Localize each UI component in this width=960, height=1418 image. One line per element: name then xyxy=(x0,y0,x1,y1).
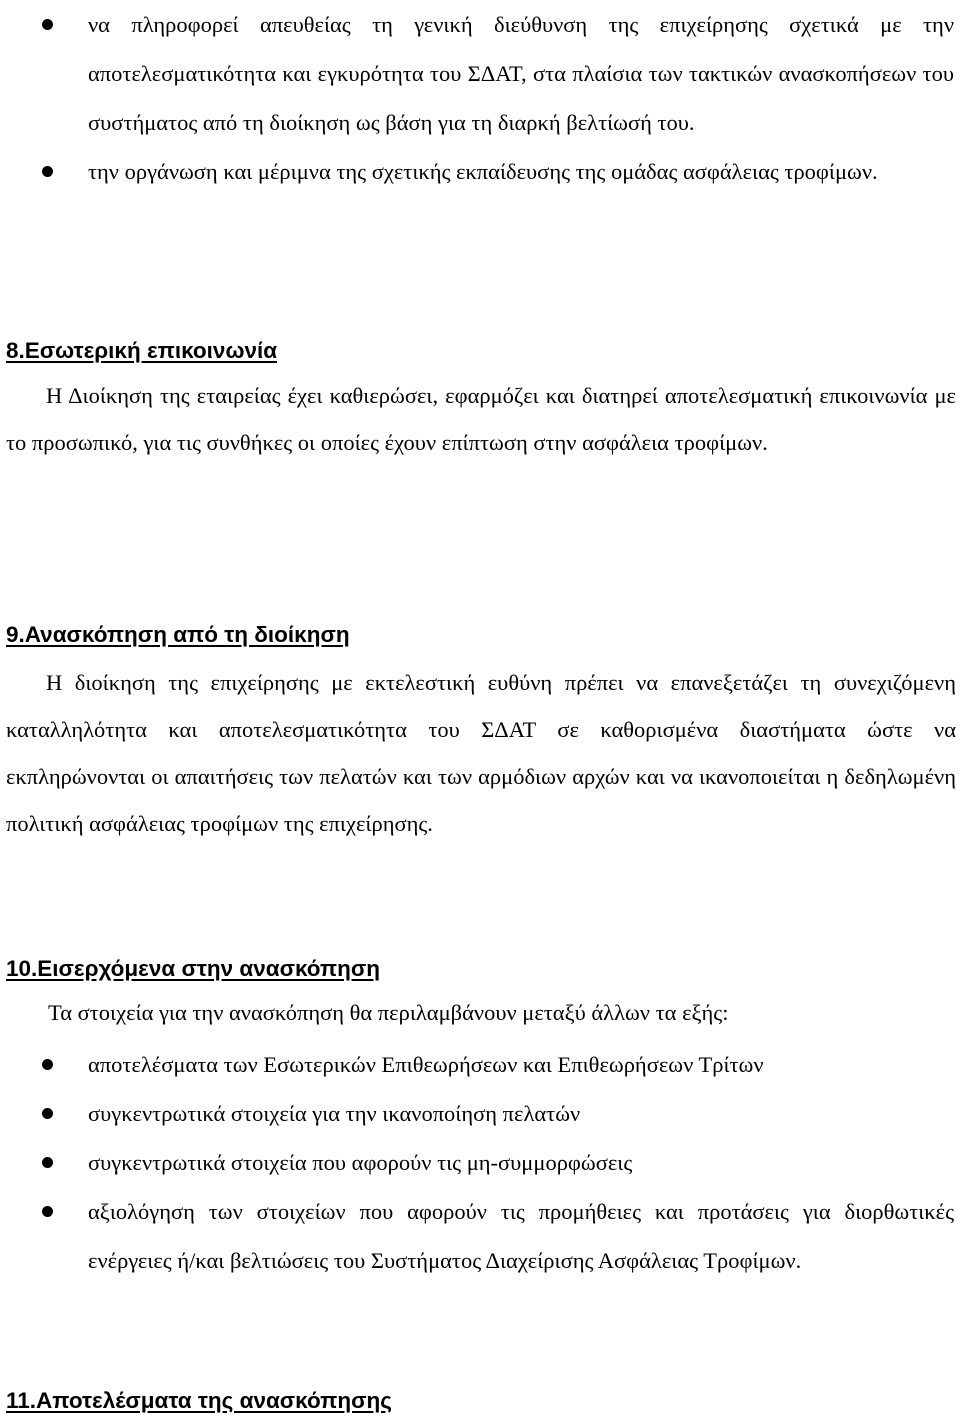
section-body-9 xyxy=(6,659,956,847)
list-item-text: συγκεντρωτικά στοιχεία που αφορούν τις μη-συμμορφώσεις xyxy=(88,1150,633,1175)
list-item-text: αποτελέσματα των Εσωτερικών Επιθεωρήσεων και Επιθεωρήσεων Τρίτων xyxy=(88,1052,764,1077)
section-heading-8: 8.Εσωτερική επικοινωνία xyxy=(6,338,278,363)
list-item xyxy=(0,147,960,196)
list-item-text: συγκεντρωτικά στοιχεία για την ικανοποίηση πελατών xyxy=(88,1101,581,1126)
section-intro-10: Τα στοιχεία για την ανασκόπηση θα περιλαμβάνουν μεταξύ άλλων τα εξής: xyxy=(48,1000,729,1025)
bullet-icon xyxy=(42,19,53,30)
section-heading-11: 11.Αποτελέσματα της ανασκόπησης xyxy=(6,1388,392,1413)
bullet-icon xyxy=(42,1206,53,1217)
list-item xyxy=(0,1089,960,1138)
list-item xyxy=(0,1138,960,1187)
list-item-text: να πληροφορεί απευθείας τη γενική διεύθυνση της επιχείρησης σχετικά με την αποτελεσματικότητα και εγκυρότητα του ΣΔΑΤ, στα πλαίσια των τακτικών ανασκοπήσεων του συστήματος από τη διοίκηση ως βάση για τη διαρκή βελτίωσή του. xyxy=(88,12,954,135)
section-heading-10: 10.Εισερχόμενα στην ανασκόπηση xyxy=(6,956,380,981)
bullet-icon xyxy=(42,166,53,177)
list-item xyxy=(0,1040,960,1089)
list-item-text: αξιολόγηση των στοιχείων που αφορούν τις προμήθειες και προτάσεις για διορθωτικές ενέργειες ή/και βελτιώσεις του Συστήματος Διαχείρισης Ασφάλειας Τροφίμων. xyxy=(88,1199,954,1273)
list-item xyxy=(0,0,960,147)
paragraph-text: Η διοίκηση της επιχείρησης με εκτελεστική ευθύνη πρέπει να επανεξετάζει τη συνεχιζόμενη καταλληλότητα και αποτελεσματικότητα του ΣΔΑΤ σε καθορισμένα διαστήματα ώστε να εκπληρώνονται οι απαιτήσεις των πελατών και των αρμόδιων αρχών και να ικανοποιείται η δεδηλωμένη πολιτική ασφάλειας τροφίμων της επιχείρησης. xyxy=(6,670,956,836)
bullet-icon xyxy=(42,1059,53,1070)
section-heading-9: 9.Ανασκόπηση από τη διοίκηση xyxy=(6,622,350,647)
paragraph-text: Η Διοίκηση της εταιρείας έχει καθιερώσει, εφαρμόζει και διατηρεί αποτελεσματική επικοινωνία με το προσωπικό, για τις συνθήκες οι οποίες έχουν επίπτωση στην ασφάλεια τροφίμων. xyxy=(6,383,956,455)
bullet-icon xyxy=(42,1157,53,1168)
review-inputs-list xyxy=(0,1040,960,1285)
section-body-8 xyxy=(6,372,956,466)
list-item xyxy=(0,1187,960,1285)
list-item-text: την οργάνωση και μέριμνα της σχετικής εκπαίδευσης της ομάδας ασφάλειας τροφίμων. xyxy=(88,159,878,184)
bullet-icon xyxy=(42,1108,53,1119)
responsibilities-list xyxy=(0,0,960,196)
